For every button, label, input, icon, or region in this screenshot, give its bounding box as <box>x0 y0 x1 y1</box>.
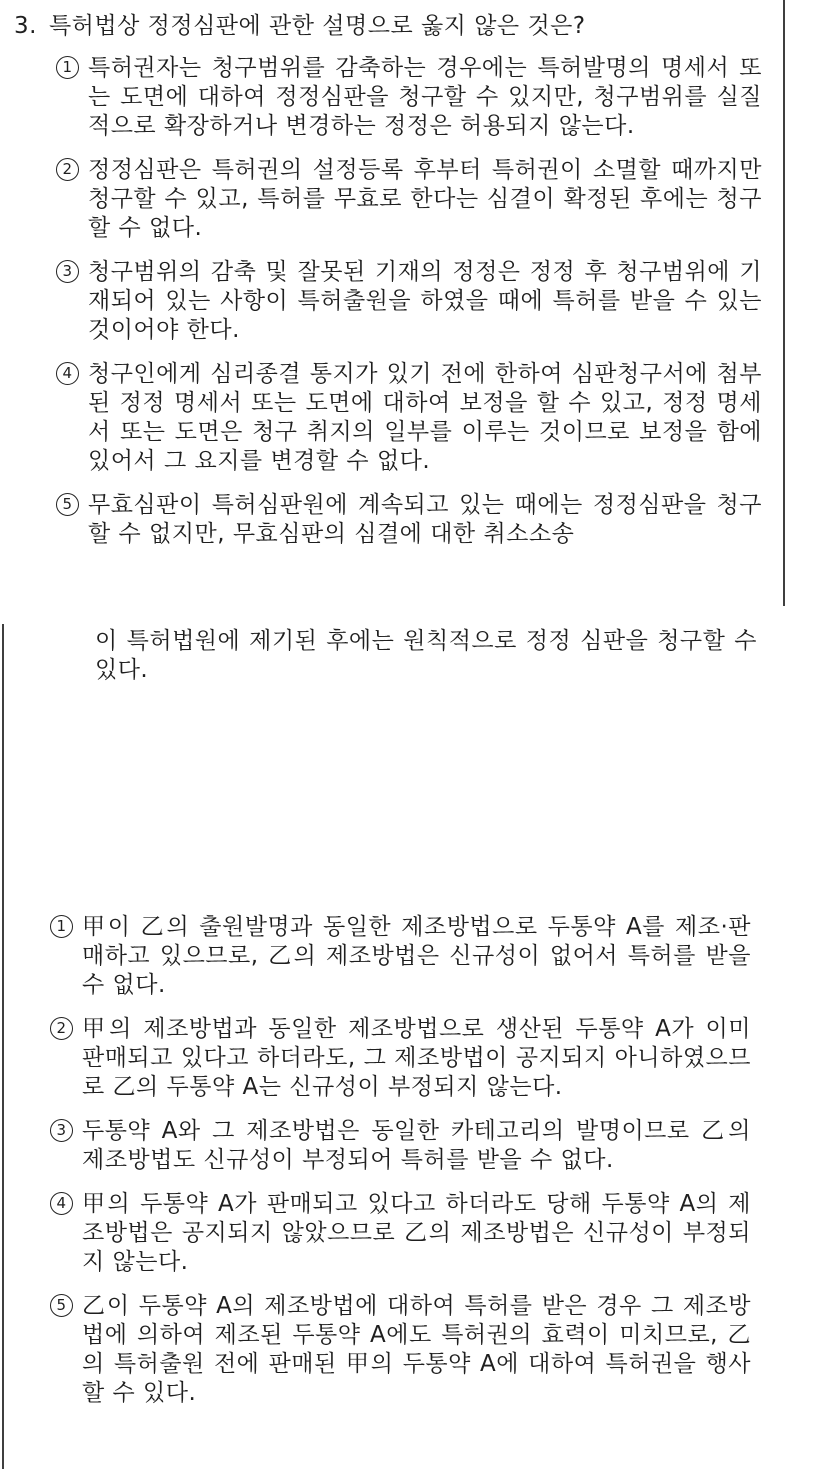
option-item-4 <box>56 360 762 476</box>
option-item-1 <box>56 54 762 141</box>
column-divider-left <box>2 624 4 1469</box>
question-3 <box>14 12 762 549</box>
option-item-3 <box>50 1117 751 1175</box>
option-number-circle: 5 <box>50 1294 73 1317</box>
option-number-circle: 4 <box>56 362 79 385</box>
option-text: 청구범위의 감축 및 잘못된 기재의 정정은 정정 후 청구범위에 기재되어 있는 사항이 특허출원을 하였을 때에 특허를 받을 수 있는 것이어야 한다. <box>88 259 762 343</box>
option-number-circle: 1 <box>56 56 79 79</box>
option-item-1 <box>50 913 751 1000</box>
option-item-3 <box>56 258 762 345</box>
option-item-5 <box>56 491 762 549</box>
option-text: 청구인에게 심리종결 통지가 있기 전에 한하여 심판청구서에 첨부된 정정 명세서 또는 도면에 대하여 보정을 할 수 있고, 정정 명세서 또는 도면은 청구 취지의 일부를 이루는 것이므로 보정을 함에 있어서 그 요지를 변경할 수 없다. <box>88 361 762 474</box>
option-item-2 <box>56 156 762 243</box>
option-text: 甲이 乙의 출원발명과 동일한 제조방법으로 두통약 A를 제조·판매하고 있으므로, 乙의 제조방법은 신규성이 없어서 특허를 받을 수 없다. <box>82 914 751 998</box>
question-3-heading <box>14 12 762 41</box>
option-item-2 <box>50 1015 751 1102</box>
option-text: 특허권자는 청구범위를 감축하는 경우에는 특허발명의 명세서 또는 도면에 대하여 정정심판을 청구할 수 있지만, 청구범위를 실질적으로 확장하거나 변경하는 정정은 허용되지 않는다. <box>88 55 762 139</box>
option-number-circle: 1 <box>50 915 73 938</box>
option-text: 정정심판은 특허권의 설정등록 후부터 특허권이 소멸할 때까지만 청구할 수 있고, 특허를 무효로 한다는 심결이 확정된 후에는 청구할 수 없다. <box>88 157 762 241</box>
option-text: 甲의 제조방법과 동일한 제조방법으로 생산된 두통약 A가 이미 판매되고 있다고 하더라도, 그 제조방법이 공지되지 아니하였으므로 乙의 두통약 A는 신규성이 부정되지 않는다. <box>82 1016 751 1100</box>
option-number-circle: 2 <box>50 1017 73 1040</box>
option-number-circle: 2 <box>56 158 79 181</box>
option-text: 무효심판이 특허심판원에 계속되고 있는 때에는 정정심판을 청구할 수 없지만, 무효심판의 심결에 대한 취소소송 <box>88 492 762 547</box>
question-number: 3. <box>14 13 37 39</box>
option-item-5 <box>50 1292 751 1408</box>
option-number-circle: 3 <box>56 260 79 283</box>
option-number-circle: 5 <box>56 493 79 516</box>
question-stem: 특허법상 정정심판에 관한 설명으로 옳지 않은 것은? <box>48 13 586 39</box>
option-5-continuation: 이 특허법원에 제기된 후에는 원칙적으로 정정 심판을 청구할 수 있다. <box>95 628 757 683</box>
option-text: 甲의 두통약 A가 판매되고 있다고 하더라도 당해 두통약 A의 제조방법은 공지되지 않았으므로 乙의 제조방법은 신규성이 부정되지 않는다. <box>82 1191 751 1275</box>
option-number-circle: 3 <box>50 1119 73 1142</box>
column-divider-right <box>783 0 785 606</box>
option-item-4 <box>50 1190 751 1277</box>
option-text: 乙이 두통약 A의 제조방법에 대하여 특허를 받은 경우 그 제조방법에 의하여 제조된 두통약 A에도 특허권의 효력이 미치므로, 乙의 특허출원 전에 판매된 甲의 두통약 A에 대하여 특허권을 행사할 수 있다. <box>82 1293 751 1406</box>
option-number-circle: 4 <box>50 1192 73 1215</box>
question-4-options-block <box>6 913 751 1408</box>
question-4-options <box>50 913 751 1408</box>
question-3-options <box>56 54 762 549</box>
option-text: 두통약 A와 그 제조방법은 동일한 카테고리의 발명이므로 乙의 제조방법도 신규성이 부정되어 특허를 받을 수 없다. <box>82 1118 751 1173</box>
